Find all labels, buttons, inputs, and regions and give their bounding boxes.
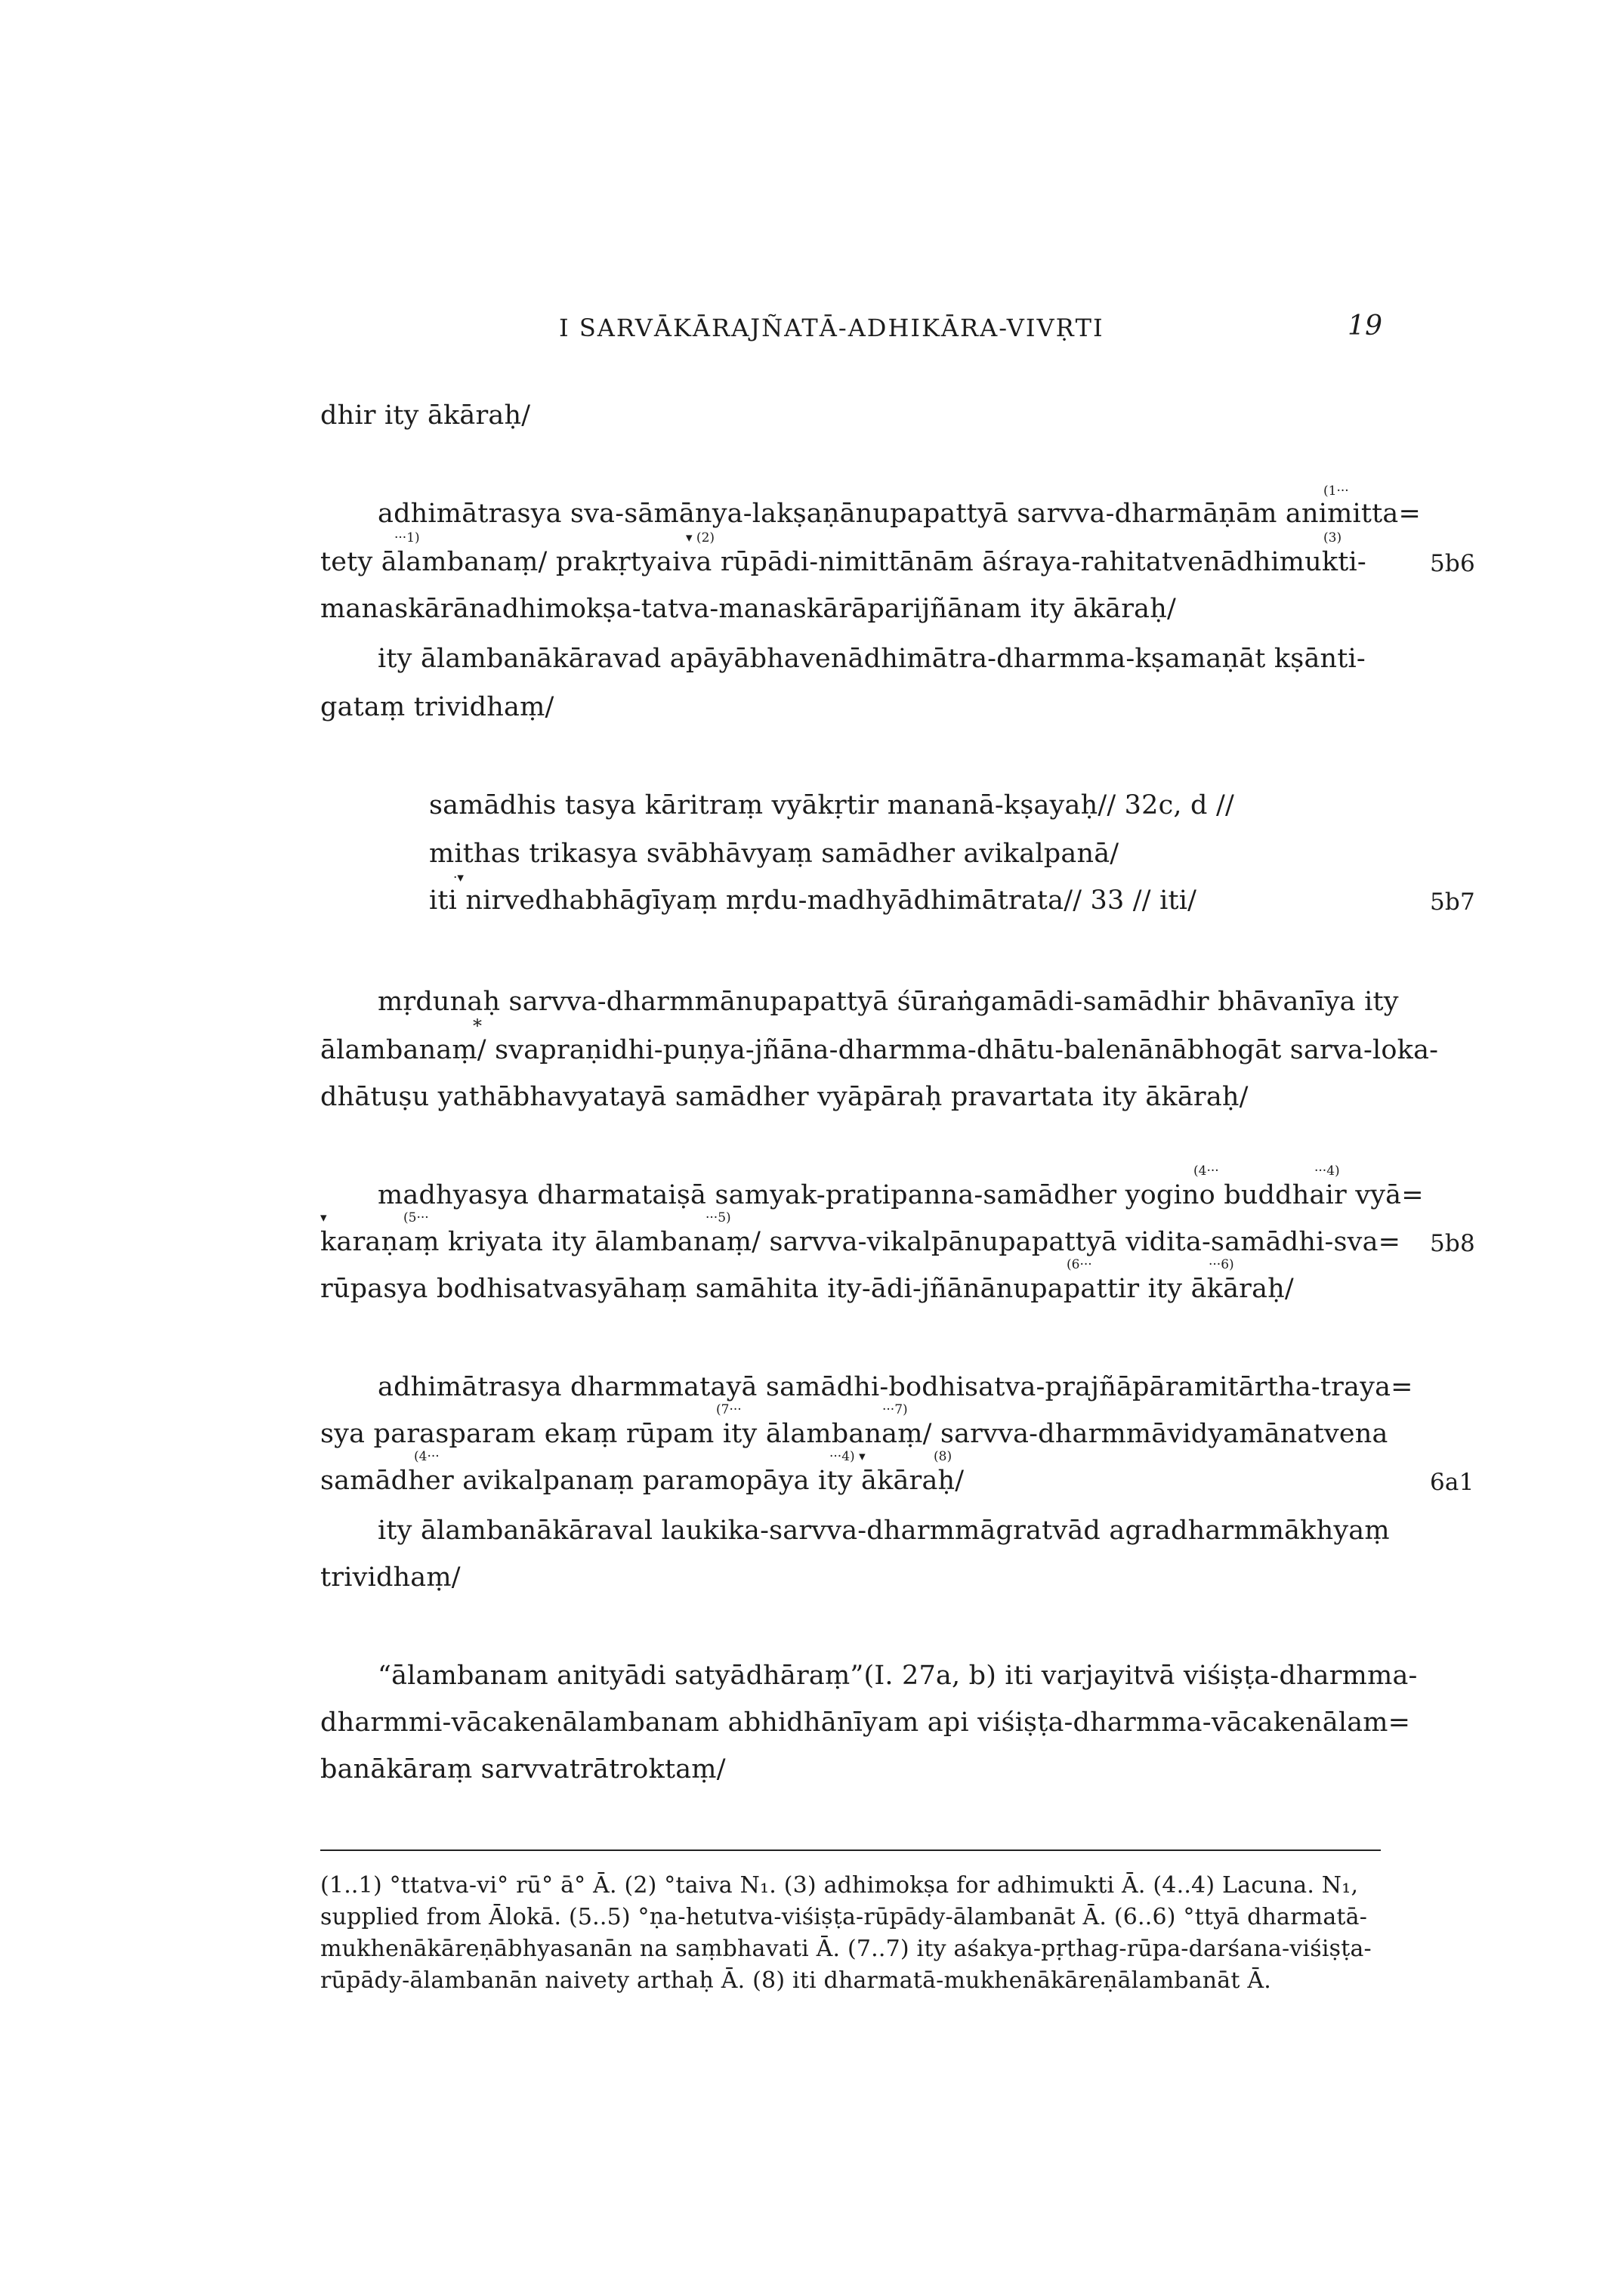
footnote-divider [320,1849,1381,1851]
running-header-title: I SARVĀKĀRAJÑATĀ-ADHIKĀRA-VIVṚTI [559,314,1104,342]
text-line: trividhaṃ/ [320,1562,461,1593]
folio-reference: 5b7 [1430,888,1475,916]
text-line: dharmmi-vācakenālambanam abhidhānīyam api viśiṣṭa-dharmma-vācakenālam= [320,1707,1411,1738]
text-line: dhir ity ākāraḥ/ [320,400,531,431]
variant-marker: ···7) [882,1402,908,1417]
variant-marker: (6··· [1067,1257,1092,1272]
verse-line: samādhis tasya kāritraṃ vyākṛtir mananā-kṣayaḥ// 32c, d // [429,790,1234,820]
variant-marker: ···5) [705,1210,731,1225]
variant-marker: ···4) ▾ [829,1449,866,1464]
footnote-line: (1..1) °ttatva-vi° rū° ā° Ā. (2) °taiva N₁. (3) adhimokṣa for adhimukti Ā. (4..4) Lacuna. N₁, [320,1872,1359,1899]
footnote-line: mukhenākāreṇābhyasanān na saṃbhavati Ā. (7..7) ity aśakya-pṛthag-rūpa-darśana-viśiṣṭa- [320,1936,1372,1962]
text-line: madhyasya dharmataiṣā samyak-pratipanna-samādher yogino buddhair vyā= [378,1180,1424,1210]
variant-marker: (8) [934,1449,952,1464]
text-line: dhātuṣu yathābhavyatayā samādher vyāpāraḥ pravartata ity ākāraḥ/ [320,1082,1249,1112]
footnote-line: supplied from Ālokā. (5..5) °ṇa-hetutva-viśiṣṭa-rūpādy-ālambanāt Ā. (6..6) °ttyā dharmatā- [320,1904,1368,1930]
text-line: ity ālambanākāravad apāyābhavenādhimātra-dharmma-kṣamaṇāt kṣānti- [378,644,1366,674]
folio-reference: 6a1 [1430,1469,1474,1496]
text-line: karaṇaṃ kriyata ity ālambanaṃ/ sarvva-vikalpānupapattyā vidita-samādhi-sva= [320,1227,1401,1257]
text-line: samādher avikalpanaṃ paramopāya ity ākāraḥ/ [320,1466,965,1496]
verse-line: mithas trikasya svābhāvyaṃ samādher avikalpanā/ [429,839,1119,869]
variant-marker: (4··· [414,1449,440,1464]
folio-reference: 5b6 [1430,550,1475,577]
text-line: rūpasya bodhisatvasyāhaṃ samāhita ity-ādi-jñānānupapattir ity ākāraḥ/ [320,1274,1294,1304]
variant-marker: ···1) [394,530,420,545]
variant-marker: (4··· [1193,1163,1219,1179]
variant-marker: ▾ (2) [686,530,715,545]
text-line: adhimātrasya dharmmatayā samādhi-bodhisatva-prajñāpāramitārtha-traya= [378,1372,1413,1402]
variant-marker: (7··· [716,1402,742,1417]
footnote-line: rūpādy-ālambanān naivety arthaḥ Ā. (8) iti dharmatā-mukhenākāreṇālambanāt Ā. [320,1967,1271,1994]
variant-marker: * [473,1015,482,1037]
text-line: tety ālambanaṃ/ prakṛtyaiva rūpādi-nimittānām āśraya-rahitatvenādhimukti- [320,547,1366,577]
variant-marker: ·▾ [453,870,464,885]
page-number: 19 [1348,311,1383,341]
text-line: ity ālambanākāraval laukika-sarvva-dharmmāgratvād agradharmmākhyaṃ [378,1516,1390,1546]
variant-marker: (5··· [403,1210,429,1225]
text-line: sya parasparam ekaṃ rūpam ity ālambanaṃ/ sarvva-dharmmāvidyamānatvena [320,1419,1388,1449]
text-line: “ālambanam anityādi satyādhāraṃ”(I. 27a, b) iti varjayitvā viśiṣṭa-dharmma- [378,1661,1418,1691]
text-line: mṛdunaḥ sarvva-dharmmānupapattyā śūraṅgamādi-samādhir bhāvanīya ity [378,987,1399,1017]
verse-line: iti nirvedhabhāgīyaṃ mṛdu-madhyādhimātrata// 33 // iti/ [429,885,1197,916]
variant-marker: ···4) [1314,1163,1340,1179]
variant-marker: ···6) [1209,1257,1234,1272]
folio-reference: 5b8 [1430,1230,1475,1257]
text-line: gataṃ trividhaṃ/ [320,692,554,722]
text-line: ālambanaṃ/ svapraṇidhi-puṇya-jñāna-dharmma-dhātu-balenānābhogāt sarva-loka- [320,1035,1439,1065]
text-line: manaskārānadhimokṣa-tatva-manaskārāparijñānam ity ākāraḥ/ [320,594,1176,624]
variant-marker: (1··· [1323,484,1349,499]
variant-marker: (3) [1323,530,1342,545]
text-line: banākāraṃ sarvvatrātroktaṃ/ [320,1754,726,1785]
text-line: adhimātrasya sva-sāmānya-lakṣaṇānupapattyā sarvva-dharmāṇām animitta= [378,499,1422,529]
variant-marker: ▾ [320,1210,327,1225]
